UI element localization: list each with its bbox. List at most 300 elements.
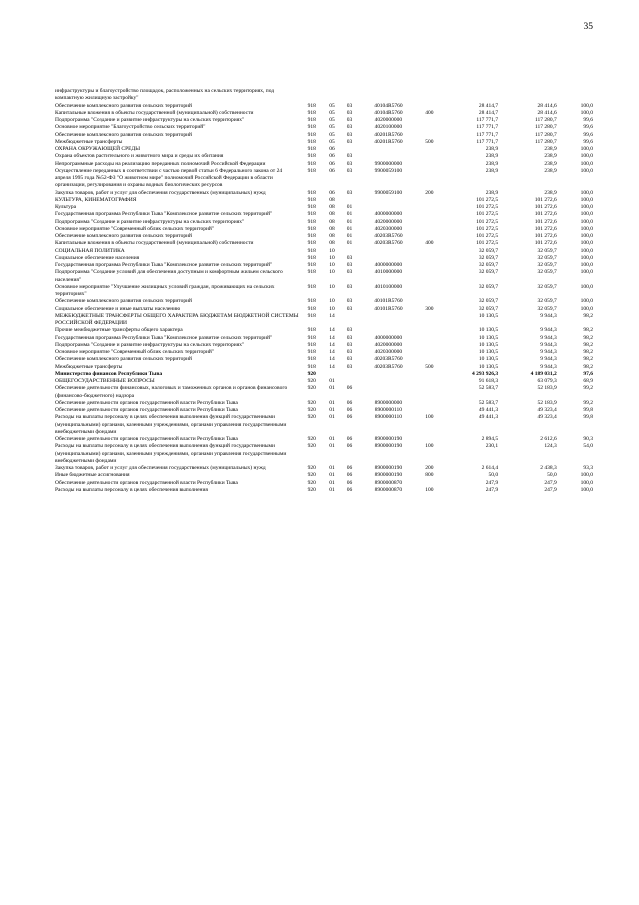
fact-amount-cell: 9 944,3 (540, 327, 557, 334)
podrazdel-cell: 03 (346, 298, 353, 305)
percent-cell: 98,2 (583, 312, 593, 319)
percent-cell: 98,2 (583, 349, 593, 355)
podrazdel-cell (340, 371, 358, 378)
plan-amount-cell: 10 130,5 (478, 363, 499, 370)
expense-name-cell: Обеспечение деятельности органов государственной власти Республики Тыва (55, 436, 238, 442)
percent-cell: 98,2 (583, 334, 593, 341)
plan-amount-cell: 101 272,5 (476, 211, 499, 218)
percent-cell: 100,0 (580, 153, 593, 160)
vid-cell: 100 (425, 443, 434, 450)
razdel-cell: 01 (329, 414, 335, 421)
percent-cell: 100,0 (580, 298, 593, 305)
percent-cell: 68,9 (583, 378, 593, 384)
percent-cell: 100,0 (580, 204, 593, 210)
podrazdel-cell (340, 146, 358, 153)
plan-amount-cell: 101 272,5 (476, 218, 499, 225)
razdel-cell (323, 371, 340, 378)
vedomstvo-cell: 920 (307, 443, 316, 450)
expense-name-cell: Подпрограмма "Создание условий для обеспечения доступным и комфортным жильем сельского населения" (55, 269, 283, 283)
percent-cell: 100,0 (580, 254, 593, 261)
expense-name-cell: Капитальные вложения в объекты государственной (муниципальной) собственности (55, 240, 254, 247)
vid-cell (418, 262, 440, 269)
vedomstvo-cell: 918 (307, 153, 316, 160)
plan-amount-cell: 49 441,3 (478, 407, 499, 413)
percent-cell: 93,3 (583, 465, 593, 471)
podrazdel-cell: 03 (346, 131, 353, 138)
fact-amount-cell: 247,9 (544, 486, 557, 493)
vid-cell (418, 327, 440, 334)
razdel-cell: 08 (329, 204, 335, 210)
expense-name-cell: Государственная программа Республики Тыва "Комплексное развитие сельских территорий" (55, 334, 273, 341)
target-code-cell: 4000000000 (374, 262, 403, 268)
razdel-cell: 01 (329, 443, 335, 450)
vid-cell: 500 (425, 138, 434, 145)
target-code-cell (359, 248, 419, 255)
percent-cell: 98,2 (583, 327, 593, 334)
expense-name-cell: Охрана объектов растительного и животного мира и среды их обитания (55, 153, 224, 160)
vedomstvo-cell: 918 (307, 225, 316, 232)
razdel-cell: 14 (329, 312, 335, 319)
percent-cell: 99,6 (583, 124, 593, 131)
vedomstvo-cell: 920 (307, 378, 316, 384)
target-code-cell: 40201R5760 (374, 138, 403, 145)
target-code-cell (359, 385, 419, 400)
percent-cell: 100,0 (580, 160, 593, 167)
vid-cell (418, 124, 440, 131)
percent-cell: 100,0 (580, 305, 593, 312)
percent-cell: 100,0 (580, 167, 593, 174)
table-row (54, 168, 594, 190)
plan-amount-cell: 247,9 (485, 479, 499, 486)
plan-amount-cell: 101 272,5 (476, 196, 499, 203)
table-row (54, 400, 594, 407)
table-row (54, 385, 594, 400)
podrazdel-cell: 06 (346, 385, 353, 392)
plan-amount-cell: 117 771,7 (476, 124, 499, 131)
table-row (54, 284, 594, 299)
target-code-cell (359, 204, 419, 211)
vedomstvo-cell: 918 (307, 327, 316, 334)
vid-cell (418, 248, 440, 255)
table-row (54, 161, 594, 168)
plan-amount-cell: 32 059,7 (478, 283, 499, 290)
razdel-cell: 05 (329, 109, 335, 116)
podrazdel-cell: 06 (346, 436, 353, 442)
fact-amount-cell: 238,9 (544, 153, 557, 160)
table-row (54, 480, 594, 487)
razdel-cell: 08 (329, 218, 335, 225)
table-row (54, 414, 594, 436)
target-code-cell: 40203R5760 (374, 233, 403, 239)
percent-cell: 98,2 (583, 356, 593, 363)
vedomstvo-cell: 918 (307, 117, 316, 123)
vedomstvo-cell: 918 (307, 211, 316, 218)
fact-amount-cell: 247,9 (544, 479, 557, 486)
fact-amount-cell: 32 059,7 (537, 269, 557, 276)
fact-amount-cell: 117 280,7 (534, 131, 557, 138)
expense-name-cell: Основное мероприятие "Современный облик сельских территорий" (55, 349, 215, 355)
razdel-cell: 01 (329, 486, 335, 493)
table-row (54, 269, 594, 284)
plan-amount-cell: 10 130,5 (478, 334, 499, 341)
target-code-cell: 8900000190 (374, 443, 403, 450)
razdel-cell: 10 (329, 305, 335, 312)
vedomstvo-cell: 918 (307, 247, 316, 254)
expense-name-cell: Основное мероприятие "Улучшение жилищных условий граждан, проживающих на сельских территориях" (55, 283, 275, 297)
razdel-cell: 05 (329, 138, 335, 145)
vedomstvo-cell: 918 (307, 204, 316, 210)
razdel-cell: 14 (329, 363, 335, 370)
table-row (54, 255, 594, 262)
vid-cell (418, 88, 440, 103)
fact-amount-cell: 32 059,7 (537, 247, 557, 254)
target-code-cell: 8900000190 (374, 436, 403, 442)
razdel-cell: 08 (329, 211, 335, 218)
razdel-cell: 01 (329, 465, 335, 471)
vedomstvo-cell: 920 (307, 407, 316, 413)
target-code-cell: 4020100000 (374, 124, 403, 131)
podrazdel-cell: 03 (346, 349, 353, 355)
percent-cell: 99,2 (583, 399, 593, 406)
vedomstvo-cell: 918 (307, 341, 316, 348)
table-row (54, 139, 594, 146)
podrazdel-cell: 03 (346, 109, 353, 116)
table-row (54, 88, 594, 103)
razdel-cell: 08 (329, 233, 335, 239)
fact-amount-cell: 238,9 (544, 189, 557, 196)
plan-amount-cell: 117 771,7 (476, 131, 499, 138)
vedomstvo-cell: 918 (307, 189, 316, 196)
podrazdel-cell: 03 (346, 124, 353, 131)
vedomstvo-cell: 918 (307, 356, 316, 363)
expense-name-cell: Подпрограмма "Создание и развитие инфраструктуры на сельских территориях" (55, 341, 245, 348)
vedomstvo-cell: 918 (307, 363, 316, 370)
fact-amount-cell: 101 272,6 (534, 225, 557, 232)
plan-amount-cell: 49 441,3 (478, 414, 499, 421)
podrazdel-cell: 03 (346, 334, 353, 341)
expense-name-cell: Обеспечение комплексного развития сельских территорий (55, 102, 192, 109)
podrazdel-cell: 01 (346, 225, 353, 232)
percent-cell: 100,0 (580, 196, 593, 203)
plan-amount-cell: 52 583,7 (478, 399, 499, 406)
plan-amount-cell: 117 771,7 (476, 117, 499, 123)
plan-amount-cell: 32 059,7 (478, 262, 499, 268)
plan-amount-cell: 117 771,7 (476, 138, 499, 145)
vid-cell (418, 480, 440, 487)
fact-amount-cell: 117 280,7 (534, 138, 557, 145)
fact-amount-cell: 50,0 (547, 472, 557, 479)
podrazdel-cell: 03 (346, 160, 353, 167)
vedomstvo-cell: 920 (307, 479, 316, 486)
target-code-cell (359, 371, 419, 378)
percent-cell: 100,0 (580, 102, 593, 109)
plan-amount-cell: 10 130,5 (478, 341, 499, 348)
percent-cell: 97,6 (583, 370, 593, 377)
razdel-cell: 01 (329, 407, 335, 413)
target-code-cell: 4020000000 (374, 117, 403, 123)
target-code-cell: 4010000000 (374, 269, 403, 276)
target-code-cell: 8900000000 (374, 399, 403, 406)
budget-table-body (54, 88, 594, 494)
plan-amount-cell: 101 272,5 (476, 233, 499, 239)
razdel-cell: 10 (329, 247, 335, 254)
razdel-cell: 01 (329, 378, 335, 384)
vid-cell (418, 269, 440, 284)
target-code-cell (359, 153, 419, 160)
expense-name-cell: Межбюджетные трансферты (55, 363, 123, 370)
podrazdel-cell: 03 (346, 189, 353, 196)
razdel-cell: 06 (329, 146, 335, 152)
target-code-cell (359, 378, 419, 385)
vid-cell (418, 197, 440, 204)
expense-name-cell: Обеспечение комплексного развития сельских территорий (55, 131, 192, 138)
podrazdel-cell: 06 (346, 486, 353, 493)
podrazdel-cell: 06 (346, 465, 353, 471)
table-row (54, 248, 594, 255)
vedomstvo-cell: 918 (307, 240, 316, 247)
plan-amount-cell: 238,9 (485, 167, 499, 174)
vedomstvo-cell: 918 (307, 138, 316, 145)
expense-name-cell: Основное мероприятие "Благоустройство сельских территорий" (55, 124, 206, 131)
vid-cell: 100 (425, 486, 434, 493)
podrazdel-cell: 01 (346, 211, 353, 218)
fact-amount-cell: 49 323,4 (537, 407, 557, 413)
fact-amount-cell: 9 944,3 (540, 312, 557, 319)
table-row (54, 356, 594, 363)
table-row (54, 298, 594, 305)
target-code-cell: 40203R5760 (374, 356, 403, 363)
target-code-cell: 4020300000 (374, 225, 403, 232)
fact-amount-cell: 9 944,3 (540, 356, 557, 363)
percent-cell: 98,2 (583, 341, 593, 348)
target-code-cell: 4000000000 (374, 211, 403, 218)
vid-cell (418, 436, 440, 443)
expense-name-cell: Прочие межбюджетные трансферты общего характера (55, 327, 183, 334)
table-row (54, 472, 594, 479)
podrazdel-cell: 03 (346, 138, 353, 145)
expense-name-cell: Министерство финансов Республики Тыва (55, 370, 163, 377)
target-code-cell: 8900000190 (374, 465, 403, 471)
vid-cell (418, 103, 440, 110)
podrazdel-cell: 03 (346, 153, 353, 160)
expense-name-cell: Обеспечение деятельности органов государственной власти Республики Тыва (55, 399, 238, 406)
target-code-cell: 40203R5760 (374, 240, 403, 247)
podrazdel-cell: 03 (346, 283, 353, 290)
fact-amount-cell: 9 944,3 (540, 341, 557, 348)
plan-amount-cell: 2 894,5 (481, 436, 499, 442)
percent-cell: 100,0 (580, 233, 593, 239)
podrazdel-cell: 06 (346, 443, 353, 450)
razdel-cell: 14 (329, 356, 335, 363)
razdel-cell: 06 (329, 160, 335, 167)
target-code-cell: 9900059100 (374, 167, 403, 174)
vid-cell (418, 219, 440, 226)
vedomstvo-cell: 918 (307, 146, 316, 152)
vedomstvo-cell: 918 (307, 262, 316, 268)
expense-name-cell: Непрограммные расходы на реализацию переданных полномочий Российской Федерации (55, 160, 266, 167)
fact-amount-cell: 28 414,6 (537, 102, 557, 109)
expense-name-cell: Культура (55, 204, 77, 210)
fact-amount-cell: 101 272,6 (534, 211, 557, 218)
expense-name-cell: Обеспечение комплексного развития сельских территорий (55, 356, 192, 363)
plan-amount-cell: 28 414,7 (478, 109, 499, 116)
table-row (54, 313, 594, 328)
expense-name-cell: Обеспечение деятельности финансовых, налоговых и таможенных органов и органов финансового (финансово-бюджетного) надзора (55, 385, 288, 399)
percent-cell: 100,0 (580, 211, 593, 218)
expense-name-cell: Основное мероприятие "Современный облик сельских территорий" (55, 225, 215, 232)
vid-cell (418, 226, 440, 233)
razdel-cell: 01 (329, 385, 335, 392)
podrazdel-cell: 03 (346, 305, 353, 312)
expense-name-cell: Обеспечение комплексного развития сельских территорий (55, 233, 192, 239)
expense-name-cell: Обеспечение деятельности органов государственной власти Республики Тыва (55, 479, 238, 486)
expense-name-cell: ОБЩЕГОСУДАРСТВЕННЫЕ ВОПРОСЫ (55, 378, 155, 384)
percent-cell: 54,0 (583, 443, 593, 450)
percent-cell: 90,3 (583, 436, 593, 442)
target-code-cell: 40101R5760 (374, 298, 403, 305)
target-code-cell: 9900059100 (374, 189, 403, 196)
vid-cell: 400 (425, 240, 434, 247)
vid-cell: 400 (425, 109, 434, 116)
percent-cell: 99,8 (583, 407, 593, 413)
podrazdel-cell (340, 197, 358, 204)
plan-amount-cell: 10 130,5 (478, 356, 499, 363)
table-row (54, 240, 594, 247)
vid-cell (418, 371, 440, 378)
fact-amount-cell: 101 272,6 (534, 218, 557, 225)
percent-cell: 100,0 (580, 218, 593, 225)
expense-name-cell: Расходы на выплаты персоналу в целях обеспечения выполнения (55, 486, 208, 493)
expense-name-cell: Осуществление переданных в соответствии с частью первой статьи 6 Федерального закона от 24 апреля 1995 года №52-ФЗ "О животном мире" полномочий Российской Федерации в области организации, регулирования и охраны водных биологических ресурсов (55, 167, 283, 189)
razdel-cell: 01 (329, 479, 335, 486)
expense-name-cell: СОЦИАЛЬНАЯ ПОЛИТИКА (55, 247, 125, 254)
percent-cell: 99,6 (583, 138, 593, 145)
percent-cell: 100,0 (580, 269, 593, 276)
plan-amount-cell: 32 059,7 (478, 305, 499, 312)
percent-cell: 100,0 (580, 225, 593, 232)
razdel-cell: 10 (329, 254, 335, 261)
percent-cell: 100,0 (580, 146, 593, 152)
fact-amount-cell: 32 059,7 (537, 305, 557, 312)
budget-table (54, 88, 594, 494)
razdel-cell: 10 (329, 269, 335, 276)
vedomstvo-cell: 918 (307, 254, 316, 261)
fact-amount-cell: 63 079,3 (537, 378, 557, 384)
percent-cell: 99,8 (583, 414, 593, 421)
table-row (54, 364, 594, 371)
target-code-cell: 8900000870 (374, 479, 403, 486)
razdel-cell: 14 (329, 349, 335, 355)
vid-cell (418, 146, 440, 153)
plan-amount-cell: 32 059,7 (478, 247, 499, 254)
table-row (54, 219, 594, 226)
target-code-cell (359, 197, 419, 204)
target-code-cell: 8900000110 (374, 407, 403, 413)
table-row (54, 132, 594, 139)
razdel-cell: 14 (329, 334, 335, 341)
vedomstvo-cell: 918 (307, 160, 316, 167)
plan-amount-cell: 230,1 (485, 443, 499, 450)
plan-amount-cell: 101 272,5 (476, 225, 499, 232)
vedomstvo-cell: 920 (307, 399, 316, 406)
fact-amount-cell: 101 272,6 (534, 204, 557, 210)
fact-amount-cell: 117 280,7 (534, 117, 557, 123)
fact-amount-cell: 101 272,6 (534, 233, 557, 239)
podrazdel-cell: 06 (346, 479, 353, 486)
vid-cell: 200 (425, 189, 434, 196)
target-code-cell (359, 313, 419, 328)
plan-amount-cell: 52 583,7 (478, 385, 499, 392)
target-code-cell (359, 146, 419, 153)
target-code-cell: 4000000000 (374, 334, 403, 341)
expense-name-cell: инфраструктуры и благоустройство площадок, расположенных на сельских территориях, под компактную жилищную застройку" (55, 88, 275, 102)
vedomstvo-cell: 920 (307, 465, 316, 471)
vid-cell (418, 132, 440, 139)
vid-cell (418, 385, 440, 400)
razdel-cell (323, 88, 340, 103)
plan-amount-cell (441, 88, 500, 103)
vedomstvo-cell: 918 (307, 196, 316, 203)
percent-cell: 100,0 (580, 283, 593, 290)
table-row (54, 110, 594, 117)
percent-cell: 100,0 (580, 486, 593, 493)
percent-cell (558, 88, 594, 103)
fact-amount-cell: 28 414,6 (537, 109, 557, 116)
fact-amount-cell: 101 272,6 (534, 196, 557, 203)
vedomstvo-cell: 918 (307, 349, 316, 355)
fact-amount-cell: 238,9 (544, 167, 557, 174)
podrazdel-cell: 03 (346, 269, 353, 276)
podrazdel-cell: 06 (346, 472, 353, 479)
target-code-cell (359, 327, 419, 334)
fact-amount-cell: 9 944,3 (540, 349, 557, 355)
razdel-cell: 14 (329, 341, 335, 348)
podrazdel-cell: 03 (346, 327, 353, 334)
vedomstvo-cell: 918 (307, 124, 316, 131)
vedomstvo-cell: 918 (307, 102, 316, 109)
razdel-cell: 01 (329, 436, 335, 442)
table-row (54, 124, 594, 131)
expense-name-cell: Обеспечение комплексного развития сельских территорий (55, 298, 192, 305)
percent-cell: 100,0 (580, 479, 593, 486)
table-row (54, 327, 594, 334)
podrazdel-cell: 03 (346, 262, 353, 268)
target-code-cell: 8900000110 (374, 414, 403, 421)
target-code-cell: 4010100000 (374, 283, 403, 290)
fact-amount-cell: 32 059,7 (537, 298, 557, 305)
percent-cell: 99,2 (583, 385, 593, 392)
target-code-cell: 9900000000 (374, 160, 403, 167)
razdel-cell: 10 (329, 283, 335, 290)
podrazdel-cell: 01 (346, 240, 353, 247)
razdel-cell: 10 (329, 262, 335, 268)
vedomstvo-cell: 920 (307, 385, 316, 392)
expense-name-cell: Закупка товаров, работ и услуг для обеспечения государственных (муниципальных) нужд (55, 189, 266, 196)
plan-amount-cell: 10 130,5 (478, 312, 499, 319)
vid-cell (418, 349, 440, 356)
fact-amount-cell: 238,9 (544, 160, 557, 167)
expense-name-cell: Межбюджетные трансферты (55, 138, 123, 145)
fact-amount-cell: 238,9 (544, 146, 557, 152)
expense-name-cell: ОХРАНА ОКРУЖАЮЩЕЙ СРЕДЫ (55, 146, 141, 152)
podrazdel-cell: 03 (346, 341, 353, 348)
expense-name-cell: Социальное обеспечение и иные выплаты населению (55, 305, 181, 312)
vedomstvo-cell: 920 (307, 472, 316, 479)
target-code-cell (359, 88, 419, 103)
razdel-cell: 05 (329, 131, 335, 138)
fact-amount-cell: 124,3 (544, 443, 557, 450)
plan-amount-cell: 2 614,4 (481, 465, 499, 471)
